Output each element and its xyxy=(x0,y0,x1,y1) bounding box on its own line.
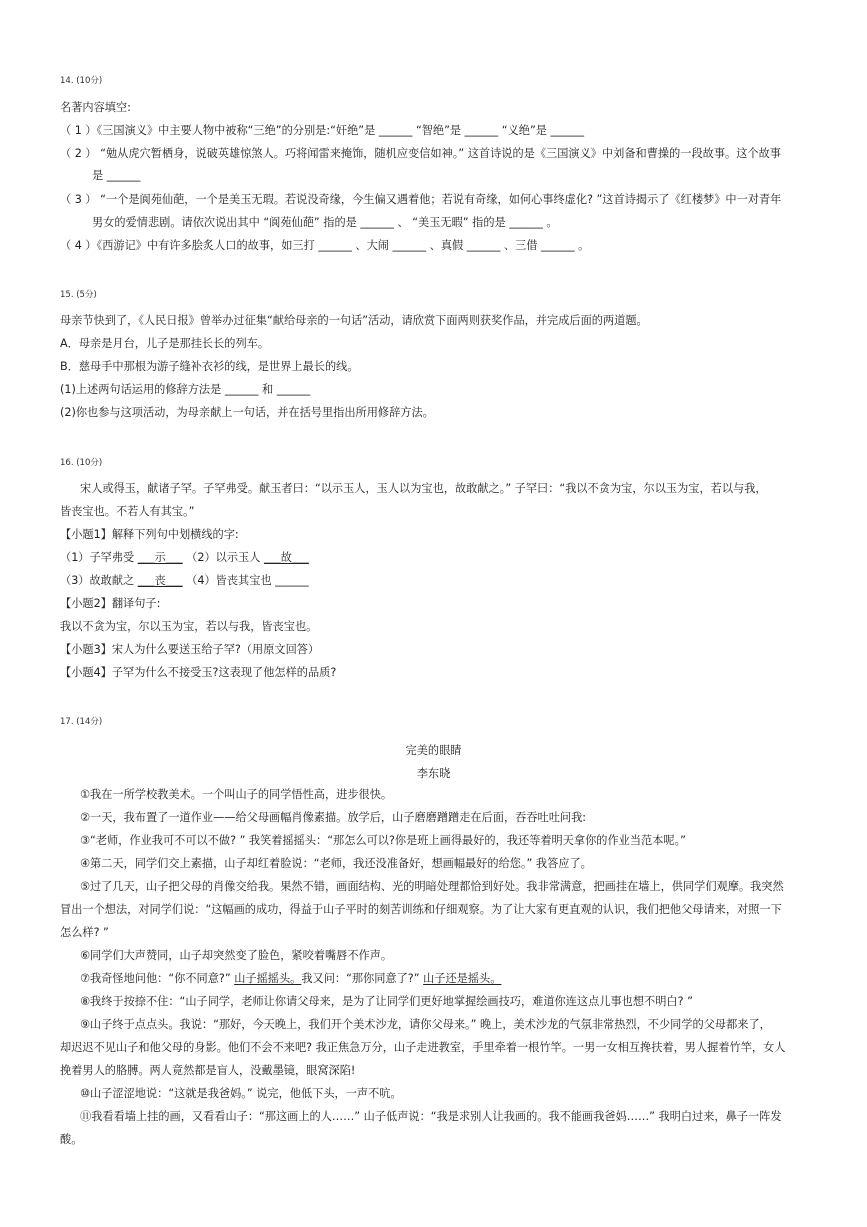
question-15-header: 15. (5分) xyxy=(60,290,97,300)
item-4-text: （4）皆丧其宝也 ______ xyxy=(186,574,309,587)
paragraph-2: ②一天，我布置了一道作业——给父母画幅肖像素描。放学后，山子磨磨蹭蹭走在后面，吞吞吐吐问我: xyxy=(80,811,587,824)
article-author: 李东晓 xyxy=(416,767,451,780)
paragraph-10: ⑩山子涩涩地说：“这就是我爸妈。” 说完，他低下头，一声不吭。 xyxy=(80,1087,402,1100)
paragraph-5: ⑤过了几天，山子把父母的肖像交给我。果然不错，画面结构、光的明暗处理都恰到好处。我非常满意，把画挂在墙上，供同学们观摩。我突然 xyxy=(80,880,784,893)
question-16-passage: 宋人或得玉，献诸子罕。子罕弗受。献玉者曰：“以示玉人，玉人以为宝也，故敢献之。” 子罕曰：“我以不贪为宝，尔以玉为宝，若以与我， xyxy=(80,482,767,495)
item-2-underlined: ___故___ xyxy=(263,551,309,564)
paragraph-7-underlined-2: 山子还是摇头。 xyxy=(423,972,502,985)
paragraph-6: ⑥同学们大声赞同，山子却突然变了脸色，紧咬着嘴唇不作声。 xyxy=(80,949,393,962)
question-16-sub-4: 【小题4】子罕为什么不接受玉?这表现了他怎样的品质? xyxy=(60,666,337,679)
paragraph-3: ③“老师，作业我可不可以不做? ” 我笑着摇摇头：“那怎么可以?你是班上画得最好的，我还等着明天拿你的作业当范本呢。” xyxy=(80,834,686,847)
question-14-item-2-cont: 是 ______ xyxy=(92,169,141,182)
question-16-sub-1: 【小题1】解释下列句中划横线的字: xyxy=(60,528,239,541)
paragraph-7-c: 我又问：“那你同意了?” xyxy=(301,972,424,985)
question-16-sub-1-row-2 xyxy=(60,574,309,588)
paragraph-9-end: 挽着男人的胳膊。两人竟然都是盲人，没戴墨镜，眼窝深陷! xyxy=(60,1064,356,1077)
item-3-underlined: ___丧___ xyxy=(137,574,183,587)
paragraph-11-end: 酸。 xyxy=(60,1133,83,1146)
paragraph-8: ⑧我终于按捺不住：“山子同学，老师让你请父母来，是为了让同学们更好地掌握绘画技巧，难道你连这点儿事也想不明白? ” xyxy=(80,995,693,1008)
item-3-text: （3）故敢献之 xyxy=(60,574,138,587)
paragraph-7-a: ⑦我奇怪地问他：“你不同意?” xyxy=(80,972,235,985)
paragraph-7-underlined-1: 山子摇摇头。 xyxy=(234,972,302,985)
paragraph-4: ④第二天，同学们交上素描，山子却红着脸说：“老师，我还没准备好，想画幅最好的给您。” 我答应了。 xyxy=(80,857,592,870)
paragraph-5-end: 怎么样? ” xyxy=(60,926,109,939)
question-15-sub-2: (2)你也参与这项活动，为母亲献上一句话，并在括号里指出所用修辞方法。 xyxy=(60,406,434,419)
question-14-item-3: （ 3 ） “一个是阆苑仙葩，一个是美玉无瑕。若说没奇缘，今生偏又遇着他；若说有奇缘，如何心事终虚化? ”这首诗揭示了《红楼梦》中一对青年 xyxy=(60,193,782,206)
question-15-sub-1: (1)上述两句话运用的修辞方法是 ______ 和 ______ xyxy=(60,383,311,396)
question-15-line-1: 母亲节快到了，《人民日报》曾举办过征集“献给母亲的一句话”活动，请欣赏下面两则获奖作品，并完成后面的两道题。 xyxy=(60,314,648,327)
paragraph-5-cont: 冒出一个想法，对同学们说：“这幅画的成功，得益于山子平时的刻苦训练和仔细观察。为了让大家有更直观的认识，我们把他父母请来，对照一下 xyxy=(60,903,782,916)
article-title: 完美的眼睛 xyxy=(405,744,462,757)
question-16-sub-3: 【小题3】宋人为什么要送玉给子罕?（用原文回答） xyxy=(60,643,320,656)
question-14-item-3-cont: 男女的爱情悲剧。请依次说出其中 “阆苑仙葩” 指的是 ______ 、 “美玉无暇” 指的是 ______ 。 xyxy=(92,216,558,229)
question-14-item-2: （ 2 ） “勉从虎穴暂栖身，说破英雄惊煞人。巧将闻雷来掩饰，随机应变信如神。” 这首诗说的是《三国演义》中刘备和曹操的一段故事。这个故事 xyxy=(60,147,781,160)
paragraph-11: ⑪我看看墙上挂的画，又看看山子：“那这画上的人……” 山子低声说：“我是求别人让我画的。我不能画我爸妈……” 我明白过来，鼻子一阵发 xyxy=(80,1110,782,1123)
question-15-line-b: B．慈母手中那根为游子缝补衣衫的线，是世界上最长的线。 xyxy=(60,360,359,373)
question-16-sub-1-row-1 xyxy=(60,551,309,565)
question-15-line-a: A．母亲是月台，儿子是那挂长长的列车。 xyxy=(60,337,270,350)
item-1-underlined: ___示___ xyxy=(137,551,183,564)
paragraph-9-cont: 却迟迟不见山子和他父母的身影。他们不会不来吧? 我正焦急万分，山子走进教室，手里牵着一根竹竿。一男一女相互搀扶着，男人握着竹竿，女人 xyxy=(60,1041,786,1054)
paragraph-9: ⑨山子终于点点头。我说：“那好，今天晚上，我们开个美术沙龙，请你父母来。” 晚上，美术沙龙的气氛非常热烈，不少同学的父母都来了， xyxy=(80,1018,771,1031)
question-16-passage-cont: 皆丧宝也。不若人有其宝。” xyxy=(60,505,195,518)
question-14-item-1: （ 1 ）《三国演义》中主要人物中被称“三绝”的分别是:“奸绝”是 ______ “智绝”是 ______ “义绝”是 ______ xyxy=(60,124,585,137)
question-16-header: 16. (10分) xyxy=(60,458,103,468)
item-2-text: （2）以示玉人 xyxy=(186,551,264,564)
question-16-sub-2-text: 我以不贪为宝，尔以玉为宝，若以与我，皆丧宝也。 xyxy=(60,620,318,633)
question-14-header: 14. (10分) xyxy=(60,76,103,86)
question-16-sub-2: 【小题2】翻译句子: xyxy=(60,597,161,610)
question-17-header: 17. (14分) xyxy=(60,717,103,727)
paragraph-1: ①我在一所学校教美术。一个叫山子的同学悟性高，进步很快。 xyxy=(80,788,393,801)
paragraph-7 xyxy=(80,972,501,986)
question-14-item-4: （ 4 ）《西游记》中有许多脍炙人口的故事，如三打 ______ 、大闹 ______ 、真假 ______ 、三借 ______ 。 xyxy=(60,239,590,252)
question-14-intro: 名著内容填空: xyxy=(60,101,131,114)
item-1-text: （1）子罕弗受 xyxy=(60,551,138,564)
